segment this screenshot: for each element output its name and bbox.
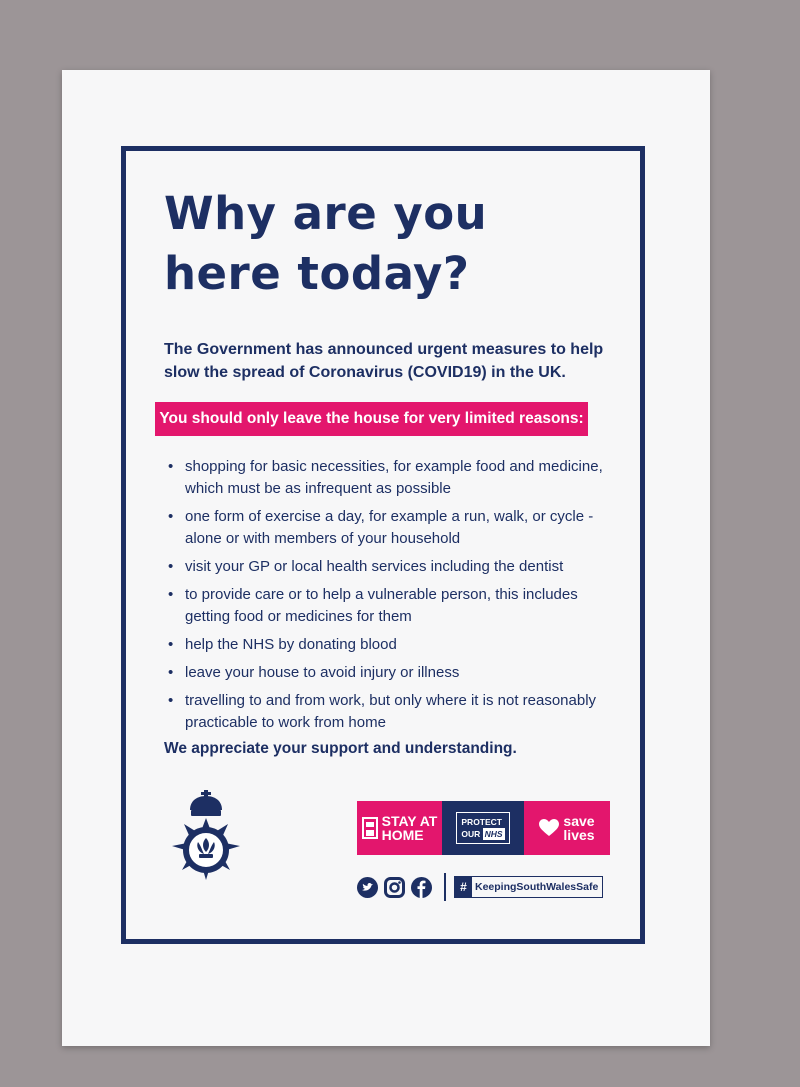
limited-reasons-banner: You should only leave the house for very limited reasons:: [155, 402, 588, 436]
heart-icon: [539, 819, 559, 837]
hashtag-text: KeepingSouthWalesSafe: [475, 881, 599, 893]
hash-symbol: #: [455, 877, 472, 897]
house-icon: [362, 817, 378, 839]
save-lives-label: save lives: [563, 813, 595, 843]
social-row: [357, 872, 603, 902]
list-item: • help the NHS by donating blood: [168, 636, 397, 653]
protect-nhs-panel: [442, 801, 524, 855]
list-item: • to provide care or to help a vulnerable person, this includes getting food or medicines for them: [168, 586, 578, 625]
list-item: • visit your GP or local health services including the dentist: [168, 558, 564, 575]
list-item: • travelling to and from work, but only where it is not reasonably practicable to work from home: [168, 692, 597, 731]
save-lives-panel: [524, 801, 610, 855]
protect-nhs-label: PROTECT OUR NHS: [456, 812, 509, 844]
stay-at-home-label: STAY AT HOME: [381, 813, 438, 843]
headline: Why are you here today?: [164, 187, 488, 300]
list-item: • one form of exercise a day, for example a run, walk, or cycle - alone or with members of your household: [168, 508, 594, 547]
stay-at-home-panel: [357, 801, 442, 855]
twitter-icon[interactable]: [357, 877, 378, 898]
reasons-list: [168, 456, 618, 740]
instagram-icon[interactable]: [384, 877, 405, 898]
social-divider: [444, 873, 446, 901]
closing-text: We appreciate your support and understanding.: [164, 740, 517, 757]
hashtag-badge[interactable]: [454, 876, 603, 898]
stay-home-campaign-strip: [357, 801, 610, 855]
police-badge-icon: [160, 790, 252, 902]
intro-text: The Government has announced urgent measures to help slow the spread of Coronavirus (COVID19) in the UK.: [164, 341, 604, 381]
facebook-icon[interactable]: [411, 877, 432, 898]
list-item: • shopping for basic necessities, for example food and medicine, which must be as infrequent as possible: [168, 458, 603, 497]
list-item: • leave your house to avoid injury or illness: [168, 664, 460, 681]
